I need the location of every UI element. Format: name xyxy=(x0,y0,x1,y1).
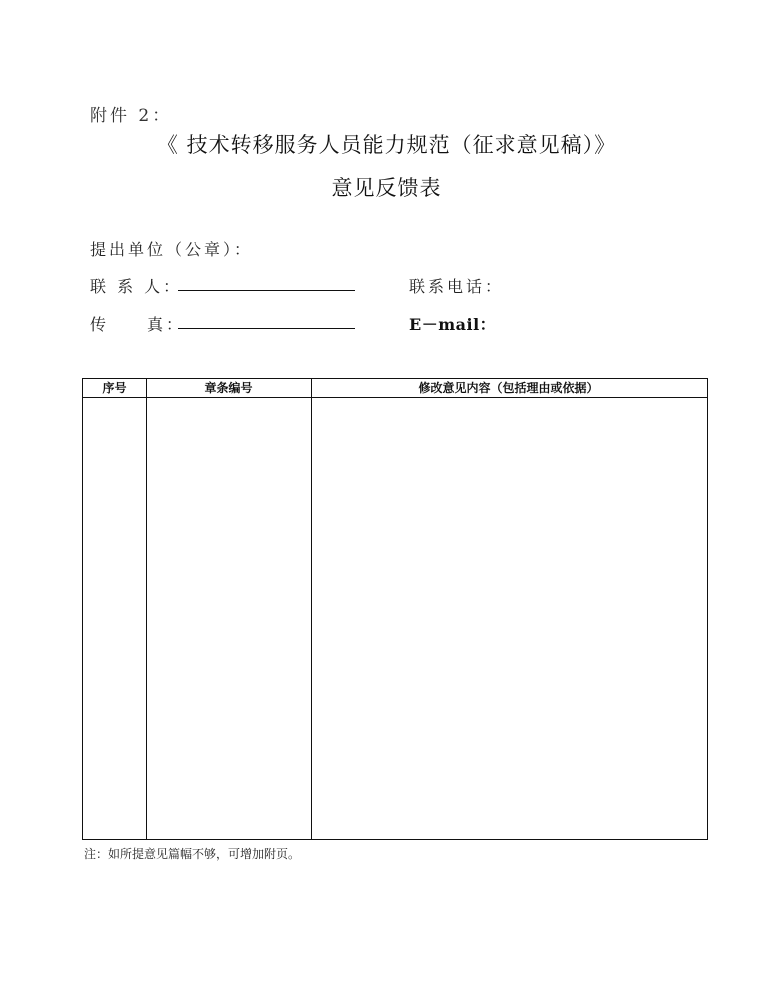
fax-field[interactable] xyxy=(178,328,355,329)
contact-person-field[interactable] xyxy=(178,290,355,291)
column-divider xyxy=(311,379,312,839)
phone-label: 联系电话： xyxy=(409,277,505,296)
header-comment-content: 修改意见内容（包括理由或依据） xyxy=(418,381,599,395)
header-serial-number: 序号 xyxy=(102,381,127,395)
attachment-label: 附件 2： xyxy=(90,106,173,126)
document-title: 《 技术转移服务人员能力规范（征求意见稿）》 xyxy=(156,133,617,157)
contact-person-label: 联 系 人： xyxy=(90,277,183,296)
fax-label: 传 真： xyxy=(90,315,186,334)
header-clause-number: 章条编号 xyxy=(204,381,253,395)
header-divider xyxy=(83,397,707,398)
footnote: 注：如所提意见篇幅不够，可增加附页。 xyxy=(84,847,301,861)
email-label: E－mail： xyxy=(409,315,497,334)
column-divider xyxy=(146,379,147,839)
feedback-table xyxy=(82,378,708,840)
submitting-unit-label: 提出单位（公章）： xyxy=(90,240,254,259)
form-title: 意见反馈表 xyxy=(331,176,442,200)
